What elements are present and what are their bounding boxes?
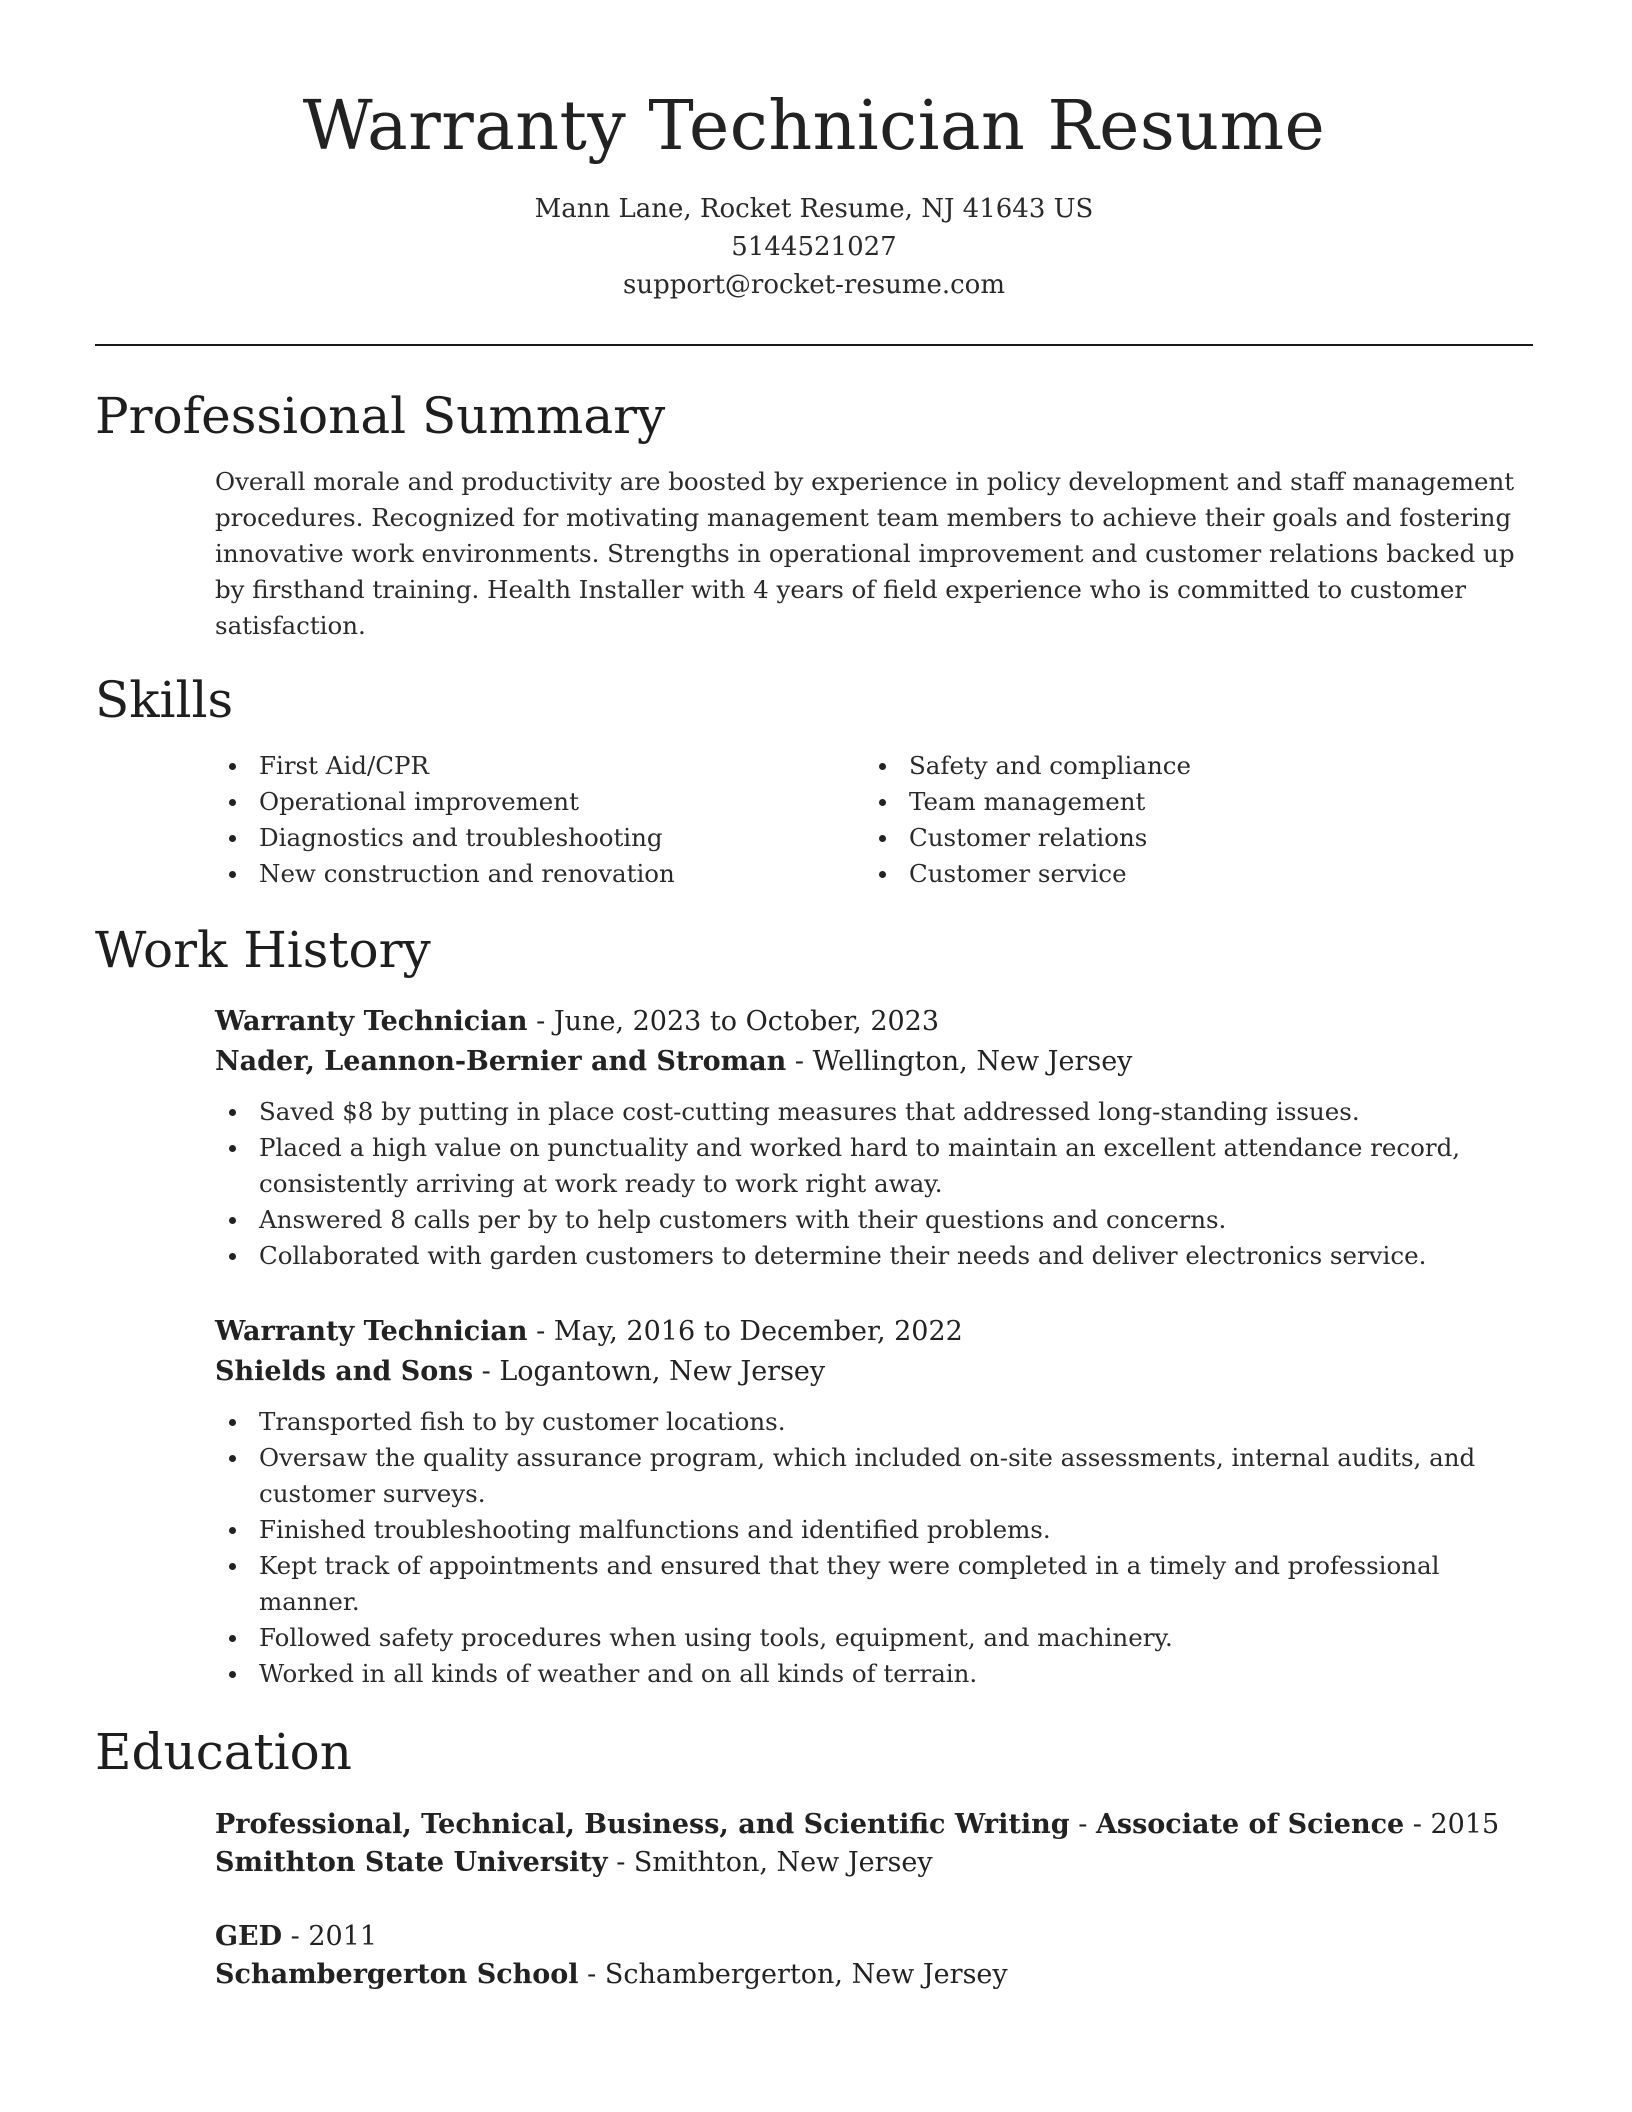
summary-section xyxy=(95,464,1533,644)
job-location: Logantown, New Jersey xyxy=(499,1356,826,1387)
job-bullet: Finished troubleshooting malfunctions and identified problems. xyxy=(215,1512,1533,1548)
education-year: 2015 xyxy=(1430,1809,1500,1840)
education-location: Schambergerton, New Jersey xyxy=(604,1959,1008,1990)
job-bullet: Placed a high value on punctuality and worked hard to maintain an excellent attendance record, consistently arriving at work ready to work right away. xyxy=(215,1130,1533,1202)
education-field: Professional, Technical, Business, and Scientific Writing xyxy=(215,1809,1070,1840)
education-degree: GED xyxy=(215,1921,283,1952)
job-bullet: Answered 8 calls per by to help customers with their questions and concerns. xyxy=(215,1202,1533,1238)
education-degree-line: GED - 2011 xyxy=(215,1921,378,1952)
job-bullet: Kept track of appointments and ensured that they were completed in a timely and professional manner. xyxy=(215,1548,1533,1620)
skill-item: Safety and compliance xyxy=(865,748,1515,784)
education-section xyxy=(95,1806,1533,1994)
job-bullet: Worked in all kinds of weather and on all kinds of terrain. xyxy=(215,1656,1533,1692)
education-year: 2011 xyxy=(308,1921,378,1952)
job-role: Warranty Technician xyxy=(215,1006,528,1037)
job-dates: May, 2016 to December, 2022 xyxy=(553,1316,963,1347)
education-school: Smithton State University xyxy=(215,1847,608,1878)
job-entry xyxy=(215,1312,1533,1692)
skills-section xyxy=(95,748,1533,892)
job-bullet: Oversaw the quality assurance program, which included on-site assessments, internal audits, and customer surveys. xyxy=(215,1440,1533,1512)
skill-item: Team management xyxy=(865,784,1515,820)
job-role-line: Warranty Technician - June, 2023 to October, 2023 xyxy=(215,1006,940,1037)
job-company-line: Shields and Sons - Logantown, New Jersey xyxy=(215,1356,826,1387)
job-bullets xyxy=(215,1404,1533,1692)
job-bullet: Transported fish to by customer locations. xyxy=(215,1404,1533,1440)
education-location: Smithton, New Jersey xyxy=(633,1847,933,1878)
education-school-line: Schambergerton School - Schambergerton, New Jersey xyxy=(215,1959,1008,1990)
summary-heading: Professional Summary xyxy=(95,387,666,445)
resume-page xyxy=(95,0,1533,1994)
skill-item: Operational improvement xyxy=(215,784,865,820)
job-dates: June, 2023 to October, 2023 xyxy=(553,1006,940,1037)
job-bullets xyxy=(215,1094,1533,1274)
job-bullet: Collaborated with garden customers to determine their needs and deliver electronics service. xyxy=(215,1238,1533,1274)
resume-title: Warranty Technician Resume xyxy=(302,87,1326,166)
skill-item: Diagnostics and troubleshooting xyxy=(215,820,865,856)
education-entry xyxy=(215,1918,1533,1994)
education-heading: Education xyxy=(95,1723,352,1781)
contact-info xyxy=(95,190,1533,304)
job-bullet: Followed safety procedures when using tools, equipment, and machinery. xyxy=(215,1620,1533,1656)
skill-item: First Aid/CPR xyxy=(215,748,865,784)
job-location: Wellington, New Jersey xyxy=(812,1046,1133,1077)
education-degree: Associate of Science xyxy=(1095,1809,1405,1840)
address-text: Mann Lane, Rocket Resume, NJ 41643 US xyxy=(534,194,1094,224)
job-role-line: Warranty Technician - May, 2016 to December, 2022 xyxy=(215,1316,963,1347)
job-bullet: Saved $8 by putting in place cost-cutting measures that addressed long-standing issues. xyxy=(215,1094,1533,1130)
job-role: Warranty Technician xyxy=(215,1316,528,1347)
summary-text: Overall morale and productivity are boosted by experience in policy development and staff management procedures. Recognized for motivating management team members to achieve their goals and fostering innovative work environments. Strengths in operational improvement and customer relations backed up by firsthand training. Health Installer with 4 years of field experience who is committed to customer satisfaction. xyxy=(215,467,1515,640)
skill-item: Customer service xyxy=(865,856,1515,892)
work-history-section xyxy=(95,1002,1533,1692)
header-divider xyxy=(95,344,1533,346)
skills-heading: Skills xyxy=(95,671,234,729)
education-degree-line: Professional, Technical, Business, and Scientific Writing - Associate of Science - 2015 xyxy=(215,1809,1500,1840)
skills-column-left xyxy=(215,748,865,892)
skills-grid xyxy=(215,748,1533,892)
email-text: support@rocket-resume.com xyxy=(622,270,1005,300)
skill-item: Customer relations xyxy=(865,820,1515,856)
resume-header xyxy=(95,0,1533,304)
job-company: Nader, Leannon-Bernier and Stroman xyxy=(215,1046,787,1077)
education-school-line: Smithton State University - Smithton, New Jersey xyxy=(215,1847,933,1878)
work-history-heading: Work History xyxy=(95,921,431,979)
education-entry xyxy=(215,1806,1533,1882)
skill-item: New construction and renovation xyxy=(215,856,865,892)
phone-text: 5144521027 xyxy=(731,232,897,262)
education-school: Schambergerton School xyxy=(215,1959,579,1990)
skills-column-right xyxy=(865,748,1515,892)
job-company-line: Nader, Leannon-Bernier and Stroman - Wellington, New Jersey xyxy=(215,1046,1133,1077)
job-company: Shields and Sons xyxy=(215,1356,474,1387)
job-entry xyxy=(215,1002,1533,1274)
